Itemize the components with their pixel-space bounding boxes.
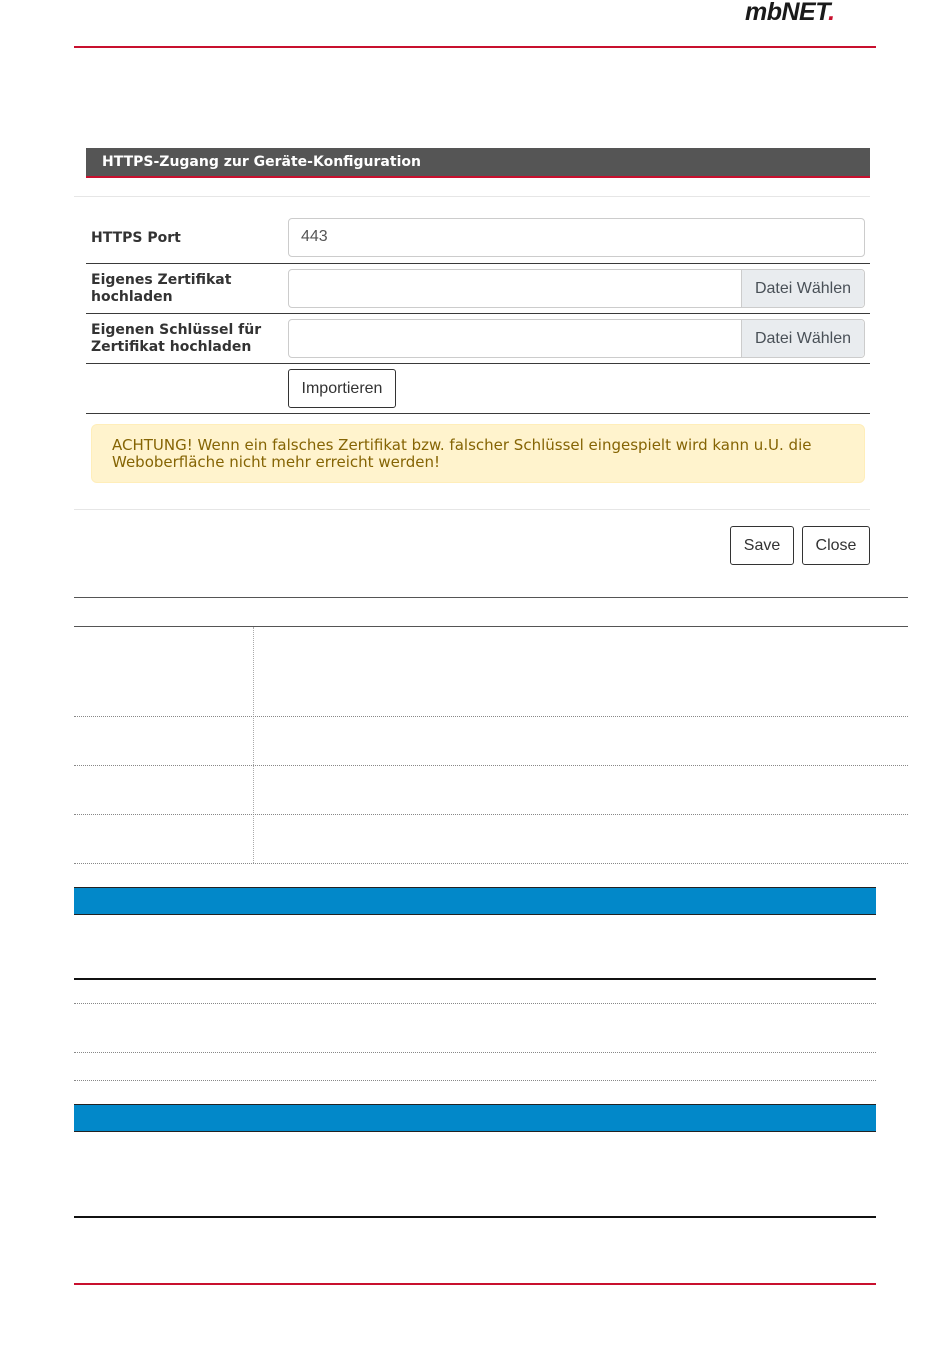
mbnet-logo: mbNET. <box>745 0 835 26</box>
section-header-bar <box>74 1104 876 1132</box>
row-divider <box>86 413 870 414</box>
https-port-input[interactable] <box>288 218 865 257</box>
section-rule <box>74 1216 876 1218</box>
table-row <box>74 863 908 864</box>
certificate-label: Eigenes Zertifikat hochladen <box>91 272 232 305</box>
close-button[interactable]: Close <box>802 526 870 565</box>
row-divider <box>86 313 870 314</box>
key-file-input[interactable] <box>288 319 865 358</box>
save-button[interactable]: Save <box>730 526 794 565</box>
import-button[interactable]: Importieren <box>288 369 396 408</box>
footer-rule <box>74 1283 876 1285</box>
warning-alert: ACHTUNG! Wenn ein falsches Zertifikat bzw. falscher Schlüssel eingespielt wird kann u.U. die Weboberfläche nicht mehr erreicht werden! <box>91 424 865 483</box>
list-item <box>74 1003 876 1004</box>
list-item <box>74 1080 876 1081</box>
row-divider <box>86 363 870 364</box>
list-item <box>74 1052 876 1053</box>
table-row <box>74 814 908 815</box>
key-choose-file-button[interactable]: Datei Wählen <box>741 320 864 357</box>
table-column-divider <box>253 627 254 863</box>
key-label: Eigenen Schlüssel für Zertifikat hochladen <box>91 322 262 355</box>
table-row <box>74 716 908 717</box>
table-top-rule <box>74 597 908 598</box>
certificate-file-input[interactable] <box>288 269 865 308</box>
section-rule <box>74 978 876 980</box>
https-port-value: 443 <box>301 228 328 245</box>
table-header-rule <box>74 626 908 627</box>
certificate-choose-file-button[interactable]: Datei Wählen <box>741 270 864 307</box>
header-rule <box>74 46 876 48</box>
footer-divider <box>74 509 870 510</box>
row-divider <box>86 263 870 264</box>
table-row <box>74 765 908 766</box>
https-port-label: HTTPS Port <box>91 230 181 246</box>
divider <box>74 196 870 197</box>
panel-title: HTTPS-Zugang zur Geräte-Konfiguration <box>102 154 421 170</box>
panel-header <box>86 148 870 178</box>
section-header-bar <box>74 887 876 915</box>
